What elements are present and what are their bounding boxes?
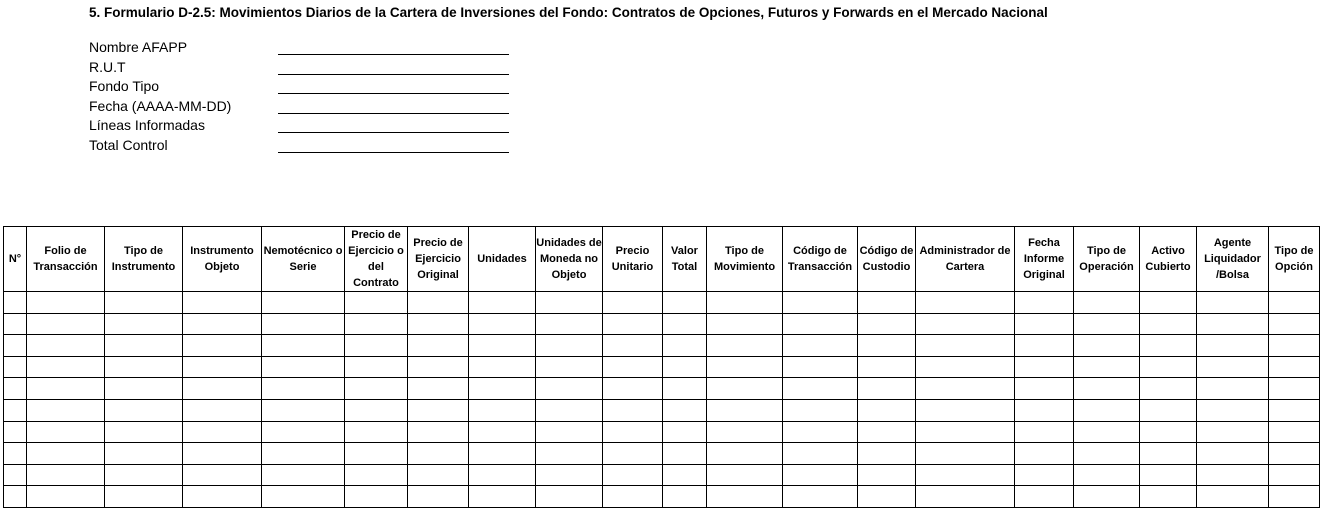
table-cell[interactable] bbox=[783, 443, 858, 465]
info-label: Fecha (AAAA-MM-DD) bbox=[89, 97, 232, 114]
table-cell[interactable] bbox=[1269, 356, 1320, 378]
table-cell[interactable] bbox=[916, 313, 1015, 335]
table-cell[interactable] bbox=[1140, 335, 1197, 357]
table-cell[interactable] bbox=[1140, 356, 1197, 378]
table-cell[interactable] bbox=[469, 486, 536, 508]
table-cell[interactable] bbox=[408, 335, 469, 357]
table-cell[interactable] bbox=[262, 443, 345, 465]
table-cell[interactable] bbox=[1269, 313, 1320, 335]
table-cell[interactable] bbox=[603, 292, 663, 314]
table-cell[interactable] bbox=[858, 464, 916, 486]
table-cell[interactable] bbox=[105, 421, 183, 443]
table-cell[interactable] bbox=[536, 378, 603, 400]
table-cell[interactable] bbox=[603, 443, 663, 465]
column-header: Unidades bbox=[469, 227, 536, 292]
table-cell[interactable] bbox=[603, 421, 663, 443]
table-cell[interactable] bbox=[1140, 443, 1197, 465]
table-cell[interactable] bbox=[783, 356, 858, 378]
info-value-line[interactable] bbox=[278, 132, 509, 133]
table-cell[interactable] bbox=[345, 313, 408, 335]
table-cell[interactable] bbox=[1197, 464, 1269, 486]
table-cell[interactable] bbox=[27, 443, 105, 465]
table-cell[interactable] bbox=[1074, 335, 1140, 357]
info-value-line[interactable] bbox=[278, 113, 509, 114]
table-cell[interactable] bbox=[27, 313, 105, 335]
table-cell[interactable] bbox=[1197, 421, 1269, 443]
info-label: R.U.T bbox=[89, 58, 126, 75]
table-cell[interactable] bbox=[4, 399, 27, 421]
table-cell[interactable] bbox=[1015, 313, 1074, 335]
table-cell[interactable] bbox=[858, 356, 916, 378]
table-cell[interactable] bbox=[916, 399, 1015, 421]
table-cell[interactable] bbox=[858, 313, 916, 335]
table-cell[interactable] bbox=[707, 292, 783, 314]
table-cell[interactable] bbox=[858, 486, 916, 508]
table-cell[interactable] bbox=[663, 378, 707, 400]
movements-table bbox=[3, 226, 1320, 508]
table-cell[interactable] bbox=[1197, 292, 1269, 314]
table-cell[interactable] bbox=[27, 356, 105, 378]
table-cell[interactable] bbox=[27, 421, 105, 443]
column-header: Código de Transacción bbox=[783, 227, 858, 292]
table-cell[interactable] bbox=[1015, 292, 1074, 314]
table-cell[interactable] bbox=[469, 335, 536, 357]
form-title: 5. Formulario D-2.5: Movimientos Diarios de la Cartera de Inversiones del Fondo: Contratos de Opciones, Futuros y Forwards en el Mercado Nacional bbox=[89, 5, 1048, 20]
table-cell[interactable] bbox=[105, 378, 183, 400]
table-cell[interactable] bbox=[4, 443, 27, 465]
table-cell[interactable] bbox=[27, 464, 105, 486]
info-row-nombre-afapp bbox=[89, 38, 519, 58]
table-cell[interactable] bbox=[1269, 486, 1320, 508]
table-row bbox=[4, 399, 1320, 421]
table-cell[interactable] bbox=[345, 378, 408, 400]
column-header: Tipo de Operación bbox=[1074, 227, 1140, 292]
table-cell[interactable] bbox=[262, 378, 345, 400]
column-header: Administrador de Cartera bbox=[916, 227, 1015, 292]
column-header: Tipo de Instrumento bbox=[105, 227, 183, 292]
table-cell[interactable] bbox=[783, 399, 858, 421]
info-value-line[interactable] bbox=[278, 93, 509, 94]
info-row-fondo-tipo bbox=[89, 77, 519, 97]
table-cell[interactable] bbox=[858, 292, 916, 314]
table-cell[interactable] bbox=[105, 486, 183, 508]
table-cell[interactable] bbox=[603, 335, 663, 357]
table-cell[interactable] bbox=[536, 313, 603, 335]
table-cell[interactable] bbox=[603, 313, 663, 335]
table-cell[interactable] bbox=[1074, 464, 1140, 486]
table-cell[interactable] bbox=[603, 399, 663, 421]
table-row bbox=[4, 313, 1320, 335]
column-header: Valor Total bbox=[663, 227, 707, 292]
column-header: Activo Cubierto bbox=[1140, 227, 1197, 292]
table-cell[interactable] bbox=[262, 356, 345, 378]
table-cell[interactable] bbox=[1140, 313, 1197, 335]
table-cell[interactable] bbox=[4, 356, 27, 378]
table-cell[interactable] bbox=[536, 443, 603, 465]
table-cell[interactable] bbox=[183, 335, 262, 357]
table-cell[interactable] bbox=[663, 421, 707, 443]
table-cell[interactable] bbox=[469, 464, 536, 486]
table-cell[interactable] bbox=[1197, 486, 1269, 508]
table-cell[interactable] bbox=[27, 335, 105, 357]
column-header: Agente Liquidador /Bolsa bbox=[1197, 227, 1269, 292]
table-cell[interactable] bbox=[783, 464, 858, 486]
info-value-line[interactable] bbox=[278, 152, 509, 153]
table-cell[interactable] bbox=[1074, 486, 1140, 508]
table-cell[interactable] bbox=[183, 421, 262, 443]
column-header: Unidades de Moneda no Objeto bbox=[536, 227, 603, 292]
column-header: N° bbox=[4, 227, 27, 292]
table-cell[interactable] bbox=[1074, 421, 1140, 443]
table-row bbox=[4, 443, 1320, 465]
table-cell[interactable] bbox=[345, 335, 408, 357]
table-cell[interactable] bbox=[707, 486, 783, 508]
table-cell[interactable] bbox=[1197, 378, 1269, 400]
table-cell[interactable] bbox=[858, 399, 916, 421]
table-cell[interactable] bbox=[1015, 464, 1074, 486]
table-cell[interactable] bbox=[916, 421, 1015, 443]
table-body bbox=[4, 292, 1320, 508]
table-cell[interactable] bbox=[603, 378, 663, 400]
table-cell[interactable] bbox=[1269, 421, 1320, 443]
table-row bbox=[4, 378, 1320, 400]
table-cell[interactable] bbox=[105, 399, 183, 421]
table-cell[interactable] bbox=[4, 335, 27, 357]
table-cell[interactable] bbox=[783, 292, 858, 314]
table-cell[interactable] bbox=[1140, 464, 1197, 486]
table-cell[interactable] bbox=[1074, 399, 1140, 421]
table-cell[interactable] bbox=[27, 399, 105, 421]
column-header: Fecha Informe Original bbox=[1015, 227, 1074, 292]
table-cell[interactable] bbox=[603, 356, 663, 378]
table-cell[interactable] bbox=[1269, 399, 1320, 421]
table-cell[interactable] bbox=[345, 356, 408, 378]
table-cell[interactable] bbox=[916, 356, 1015, 378]
table-cell[interactable] bbox=[1140, 292, 1197, 314]
table-cell[interactable] bbox=[27, 378, 105, 400]
column-header: Precio Unitario bbox=[603, 227, 663, 292]
table-row bbox=[4, 292, 1320, 314]
table-cell[interactable] bbox=[1197, 335, 1269, 357]
info-row-rut bbox=[89, 58, 519, 78]
table-cell[interactable] bbox=[663, 313, 707, 335]
table-cell[interactable] bbox=[858, 421, 916, 443]
info-row-fecha bbox=[89, 97, 519, 117]
table-cell[interactable] bbox=[1197, 313, 1269, 335]
table-cell[interactable] bbox=[707, 421, 783, 443]
table-cell[interactable] bbox=[1074, 356, 1140, 378]
table-cell[interactable] bbox=[345, 399, 408, 421]
table-cell[interactable] bbox=[4, 486, 27, 508]
table-row bbox=[4, 335, 1320, 357]
table-cell[interactable] bbox=[408, 443, 469, 465]
table-cell[interactable] bbox=[4, 378, 27, 400]
table-cell[interactable] bbox=[1140, 399, 1197, 421]
table-cell[interactable] bbox=[783, 313, 858, 335]
table-cell[interactable] bbox=[408, 378, 469, 400]
table-cell[interactable] bbox=[469, 292, 536, 314]
table-cell[interactable] bbox=[536, 486, 603, 508]
info-row-total-control bbox=[89, 136, 519, 156]
table-cell[interactable] bbox=[1269, 378, 1320, 400]
table-cell[interactable] bbox=[916, 378, 1015, 400]
table-cell[interactable] bbox=[345, 486, 408, 508]
table-cell[interactable] bbox=[707, 464, 783, 486]
table-cell[interactable] bbox=[663, 335, 707, 357]
info-value-line[interactable] bbox=[278, 74, 509, 75]
table-cell[interactable] bbox=[1269, 335, 1320, 357]
table-cell[interactable] bbox=[663, 464, 707, 486]
table-cell[interactable] bbox=[663, 399, 707, 421]
table-cell[interactable] bbox=[603, 486, 663, 508]
table-cell[interactable] bbox=[1015, 443, 1074, 465]
column-header: Tipo de Movimiento bbox=[707, 227, 783, 292]
table-row bbox=[4, 421, 1320, 443]
table-cell[interactable] bbox=[663, 356, 707, 378]
table-cell[interactable] bbox=[4, 464, 27, 486]
table-cell[interactable] bbox=[469, 443, 536, 465]
table-cell[interactable] bbox=[663, 443, 707, 465]
table-cell[interactable] bbox=[536, 292, 603, 314]
table-cell[interactable] bbox=[858, 335, 916, 357]
table-cell[interactable] bbox=[1074, 313, 1140, 335]
table-row bbox=[4, 464, 1320, 486]
table-cell[interactable] bbox=[1015, 399, 1074, 421]
table-cell[interactable] bbox=[345, 421, 408, 443]
table-cell[interactable] bbox=[1140, 486, 1197, 508]
table-cell[interactable] bbox=[1015, 335, 1074, 357]
table-cell[interactable] bbox=[27, 292, 105, 314]
table-cell[interactable] bbox=[469, 356, 536, 378]
info-label: Líneas Informadas bbox=[89, 117, 205, 134]
table-cell[interactable] bbox=[603, 464, 663, 486]
table-cell[interactable] bbox=[262, 421, 345, 443]
table-cell[interactable] bbox=[262, 486, 345, 508]
table-cell[interactable] bbox=[536, 399, 603, 421]
header-row bbox=[4, 227, 1320, 292]
column-header: Código de Custodio bbox=[858, 227, 916, 292]
table-cell[interactable] bbox=[1074, 443, 1140, 465]
table-cell[interactable] bbox=[105, 313, 183, 335]
table-cell[interactable] bbox=[858, 443, 916, 465]
table-cell[interactable] bbox=[183, 313, 262, 335]
table-cell[interactable] bbox=[783, 335, 858, 357]
table-cell[interactable] bbox=[1197, 399, 1269, 421]
table-cell[interactable] bbox=[663, 292, 707, 314]
table-cell[interactable] bbox=[916, 292, 1015, 314]
table-cell[interactable] bbox=[408, 421, 469, 443]
table-cell[interactable] bbox=[783, 421, 858, 443]
table-cell[interactable] bbox=[536, 421, 603, 443]
table-cell[interactable] bbox=[1197, 443, 1269, 465]
column-header: Instrumento Objeto bbox=[183, 227, 262, 292]
table-cell[interactable] bbox=[408, 356, 469, 378]
table-cell[interactable] bbox=[183, 486, 262, 508]
info-label: Fondo Tipo bbox=[89, 78, 160, 95]
table-cell[interactable] bbox=[916, 443, 1015, 465]
table-cell[interactable] bbox=[4, 292, 27, 314]
table-cell[interactable] bbox=[183, 464, 262, 486]
info-label: Total Control bbox=[89, 136, 168, 153]
table-cell[interactable] bbox=[1015, 378, 1074, 400]
table-cell[interactable] bbox=[27, 486, 105, 508]
info-row-lineas-informadas bbox=[89, 116, 519, 136]
info-label: Nombre AFAPP bbox=[89, 39, 188, 55]
table-row bbox=[4, 356, 1320, 378]
table-cell[interactable] bbox=[408, 292, 469, 314]
table-cell[interactable] bbox=[183, 356, 262, 378]
table-cell[interactable] bbox=[262, 292, 345, 314]
table-cell[interactable] bbox=[408, 313, 469, 335]
table-cell[interactable] bbox=[663, 486, 707, 508]
table-cell[interactable] bbox=[707, 399, 783, 421]
table-cell[interactable] bbox=[916, 486, 1015, 508]
table-cell[interactable] bbox=[858, 378, 916, 400]
table-cell[interactable] bbox=[1015, 486, 1074, 508]
table-cell[interactable] bbox=[262, 313, 345, 335]
table-cell[interactable] bbox=[469, 313, 536, 335]
table-cell[interactable] bbox=[916, 335, 1015, 357]
info-value-line[interactable] bbox=[278, 54, 509, 55]
table-cell[interactable] bbox=[105, 443, 183, 465]
movements-table-wrapper bbox=[3, 226, 1319, 508]
table-cell[interactable] bbox=[469, 399, 536, 421]
column-header: Folio de Transacción bbox=[27, 227, 105, 292]
table-cell[interactable] bbox=[345, 292, 408, 314]
table-cell[interactable] bbox=[105, 335, 183, 357]
table-cell[interactable] bbox=[4, 421, 27, 443]
table-cell[interactable] bbox=[707, 335, 783, 357]
table-cell[interactable] bbox=[105, 356, 183, 378]
column-header: Precio de Ejercicio o del Contrato bbox=[345, 227, 408, 292]
column-header: Precio de Ejercicio Original bbox=[408, 227, 469, 292]
table-cell[interactable] bbox=[345, 443, 408, 465]
header-info-block bbox=[89, 38, 519, 156]
table-cell[interactable] bbox=[408, 464, 469, 486]
table-cell[interactable] bbox=[536, 464, 603, 486]
column-header: Nemotécnico o Serie bbox=[262, 227, 345, 292]
table-cell[interactable] bbox=[707, 443, 783, 465]
table-cell[interactable] bbox=[916, 464, 1015, 486]
table-cell[interactable] bbox=[183, 378, 262, 400]
table-row bbox=[4, 486, 1320, 508]
table-cell[interactable] bbox=[469, 378, 536, 400]
table-cell[interactable] bbox=[707, 356, 783, 378]
table-cell[interactable] bbox=[1269, 443, 1320, 465]
table-cell[interactable] bbox=[262, 335, 345, 357]
table-cell[interactable] bbox=[183, 443, 262, 465]
table-cell[interactable] bbox=[1015, 421, 1074, 443]
table-cell[interactable] bbox=[183, 399, 262, 421]
table-cell[interactable] bbox=[783, 378, 858, 400]
table-cell[interactable] bbox=[408, 399, 469, 421]
table-cell[interactable] bbox=[1269, 292, 1320, 314]
table-cell[interactable] bbox=[1015, 356, 1074, 378]
table-cell[interactable] bbox=[262, 399, 345, 421]
table-cell[interactable] bbox=[1074, 292, 1140, 314]
table-cell[interactable] bbox=[1140, 421, 1197, 443]
table-cell[interactable] bbox=[1140, 378, 1197, 400]
table-cell[interactable] bbox=[536, 335, 603, 357]
table-cell[interactable] bbox=[1074, 378, 1140, 400]
table-cell[interactable] bbox=[105, 464, 183, 486]
table-cell[interactable] bbox=[536, 356, 603, 378]
table-cell[interactable] bbox=[183, 292, 262, 314]
table-cell[interactable] bbox=[1197, 356, 1269, 378]
table-cell[interactable] bbox=[262, 464, 345, 486]
table-cell[interactable] bbox=[408, 486, 469, 508]
table-cell[interactable] bbox=[1269, 464, 1320, 486]
table-cell[interactable] bbox=[707, 378, 783, 400]
column-header: Tipo de Opción bbox=[1269, 227, 1320, 292]
table-cell[interactable] bbox=[4, 313, 27, 335]
table-cell[interactable] bbox=[469, 421, 536, 443]
table-cell[interactable] bbox=[345, 464, 408, 486]
table-cell[interactable] bbox=[783, 486, 858, 508]
table-cell[interactable] bbox=[105, 292, 183, 314]
table-cell[interactable] bbox=[707, 313, 783, 335]
